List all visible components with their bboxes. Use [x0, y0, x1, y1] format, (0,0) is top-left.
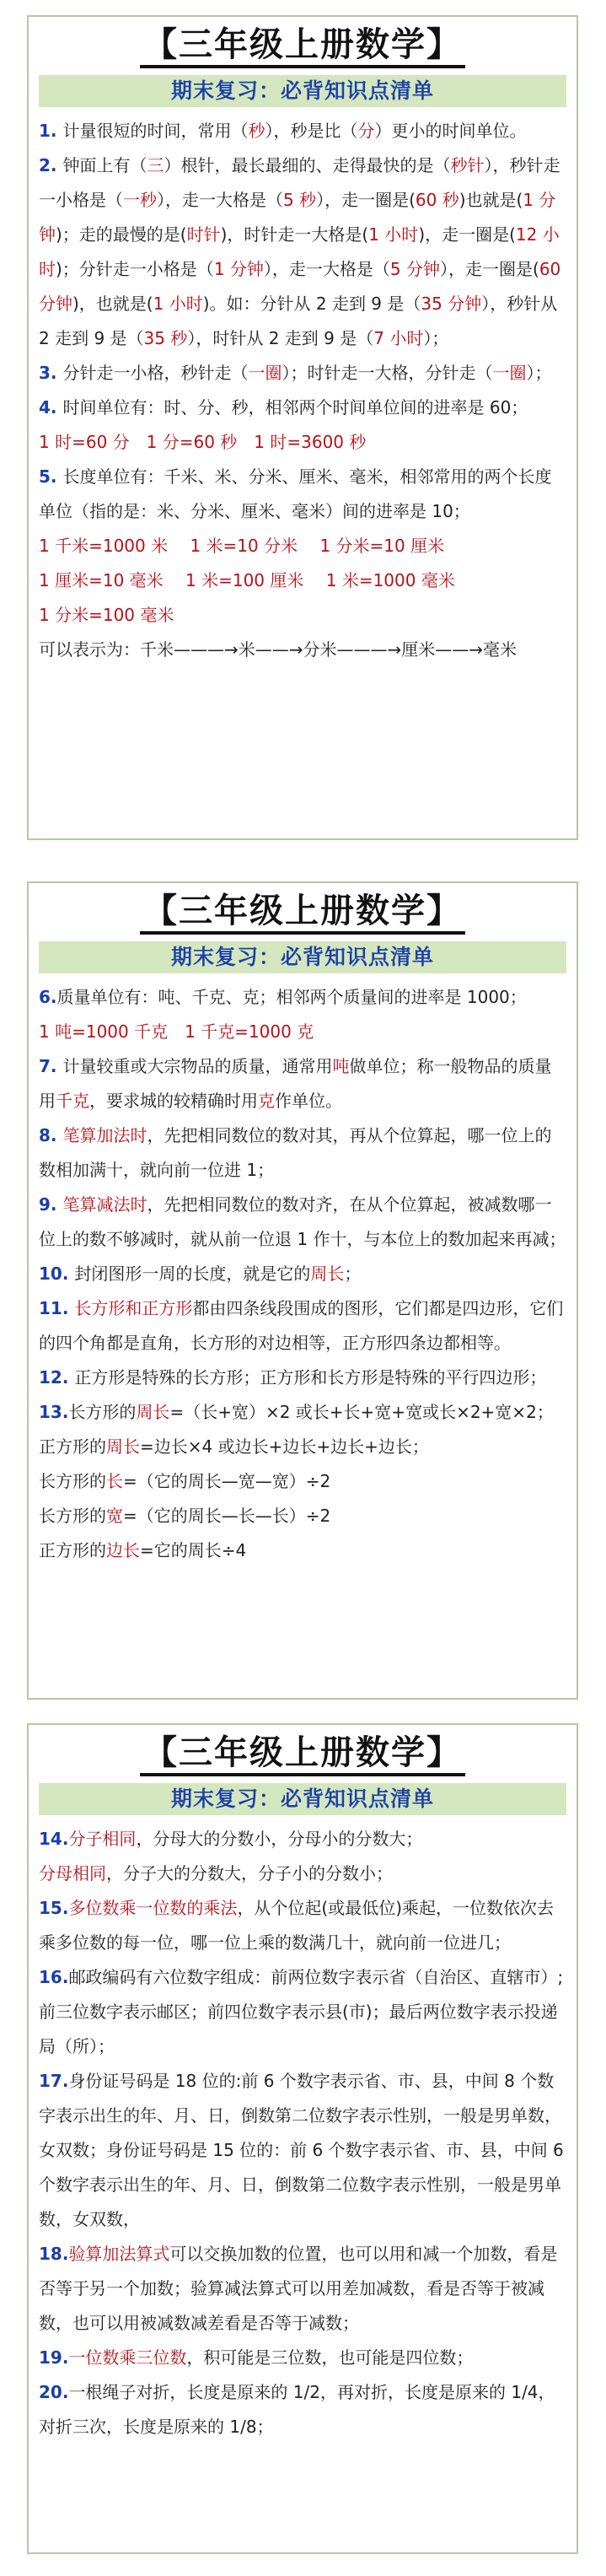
body-text: )，走一圈是(	[418, 224, 516, 245]
body-text: )，时针走一大格是(	[220, 224, 369, 245]
knowledge-paragraph	[39, 1533, 566, 1568]
item-number: 18.	[39, 2244, 69, 2264]
highlight-text: 宽	[106, 1506, 123, 1526]
knowledge-paragraph	[39, 1822, 566, 1857]
knowledge-paragraph	[39, 1960, 566, 2064]
body-text: )；走的最慢的是(	[56, 224, 187, 245]
item-number: 17.	[39, 2071, 69, 2091]
highlight-text: 60 秒	[415, 190, 459, 210]
knowledge-paragraph	[39, 980, 566, 1015]
knowledge-paragraph	[39, 2237, 566, 2341]
card-content	[29, 110, 577, 676]
card-title	[29, 888, 577, 935]
item-number: 3.	[39, 363, 63, 383]
highlight-text: 1 小时	[153, 294, 203, 314]
card-title	[29, 22, 577, 68]
body-text: =（长+宽）×2 或长+长+宽+宽或长×2+宽×2；	[169, 1402, 554, 1422]
item-number: 7.	[39, 1056, 63, 1076]
card-subtitle: 期末复习：必背知识点清单	[39, 941, 566, 973]
knowledge-paragraph	[39, 391, 566, 425]
body-text: 都由四条线段围成的图形，它们都是四边形，它们的四个角都是直角，长方形的对边相等，正方形四条边都相等。	[39, 1298, 564, 1353]
body-text: ，先把相同数位的数对其，再从个位算起，哪一位上的数相加满十，就向前一位进 1；	[39, 1125, 552, 1180]
body-text: )也就是(	[459, 190, 523, 210]
item-number: 9.	[39, 1194, 63, 1215]
body-text: ）；	[423, 328, 449, 348]
card-title-text: 【三年级上册数学】	[140, 24, 465, 68]
highlight-text: 克	[258, 1091, 275, 1111]
body-text: 质量单位有：吨、千克、克；相邻两个质量间的进率是 1000；	[56, 987, 527, 1007]
highlight-text: 分母相同	[39, 1863, 106, 1883]
knowledge-paragraph	[39, 1118, 566, 1188]
knowledge-card-2	[27, 881, 578, 1700]
body-text: ），秒针走一小格是（	[39, 155, 560, 210]
item-number: 13.	[39, 1402, 69, 1422]
body-text: ），走一大格是（	[157, 190, 283, 210]
body-text: 正方形的	[39, 1436, 106, 1457]
knowledge-paragraph	[39, 460, 566, 529]
highlight-text: 35 秒	[143, 328, 188, 348]
item-number: 11.	[39, 1298, 75, 1318]
highlight-text: 笔算减法时	[62, 1194, 147, 1215]
body-text: ，从个位起(或最低位)乘起，一位数依次去乘多位数的每一位，哪一位上乘的数满几十，就向前一位进几；	[39, 1898, 555, 1953]
card-content	[29, 1819, 577, 2453]
body-text: ），秒是比（	[265, 121, 358, 141]
body-text: )。如：分针从 2 走到 9 是（	[202, 294, 421, 314]
body-text: 钟面上有（	[62, 155, 147, 175]
item-number: 20.	[39, 2382, 69, 2402]
highlight-text: 一位数乘三位数	[68, 2347, 187, 2368]
body-text: 长方形的	[39, 1506, 106, 1526]
item-number: 15.	[39, 1898, 69, 1918]
highlight-text: 笔算加法时	[62, 1125, 147, 1145]
body-text: 可以表示为：千米———→米——→分米———→厘米——→毫米	[39, 639, 518, 660]
card-title-text: 【三年级上册数学】	[140, 1733, 465, 1776]
highlight-text: 秒	[248, 121, 265, 141]
highlight-text: 一圈	[248, 363, 282, 383]
body-text: 长方形的	[39, 1471, 106, 1491]
knowledge-paragraph	[39, 598, 566, 633]
knowledge-paragraph	[39, 1499, 566, 1533]
knowledge-card-3	[27, 1723, 578, 2554]
item-number: 19.	[39, 2347, 69, 2368]
body-text: 正方形的	[39, 1540, 106, 1560]
knowledge-paragraph	[39, 1430, 566, 1464]
body-text: 计量很短的时间，常用（	[62, 121, 249, 141]
body-text: ）；时针走一大格，分针走（	[282, 363, 493, 383]
highlight-text: 一圈	[492, 363, 527, 383]
knowledge-paragraph	[39, 529, 566, 563]
item-number: 14.	[39, 1829, 69, 1849]
body-text: =它的周长÷4	[140, 1540, 247, 1560]
highlight-text: 5 分钟	[389, 259, 440, 279]
card-subtitle: 期末复习：必背知识点清单	[39, 75, 566, 107]
body-text: )；分针走一小格是（	[56, 259, 214, 279]
body-text: 正方形是特殊的长方形；正方形和长方形是特殊的平行四边形；	[74, 1367, 547, 1388]
card-title-text: 【三年级上册数学】	[140, 891, 465, 935]
highlight-text: 60 分钟	[39, 259, 561, 314]
knowledge-paragraph	[39, 1015, 566, 1049]
knowledge-paragraph	[39, 2064, 566, 2237]
highlight-text: 边长	[106, 1540, 140, 1560]
body-text: ，先把相同数位的数对齐，在从个位算起，被减数哪一位上的数不够减时，就从前一位退 1 作十，与本位上的数加起来再减；	[39, 1194, 566, 1249]
highlight-text: 12 小时	[39, 224, 560, 279]
body-text: 一根绳子对折，长度是原来的 1/2，再对折，长度是原来的 1/4，对折三次，长度是原来的 1/8；	[39, 2382, 555, 2437]
body-text: )，也就是(	[72, 294, 153, 314]
highlight-text: 时针	[186, 224, 221, 245]
item-number: 6.	[39, 987, 57, 1007]
highlight-text: 1 分米=100 毫米	[39, 605, 174, 625]
body-text: 长方形的	[68, 1402, 137, 1422]
knowledge-paragraph	[39, 1891, 566, 1960]
body-text: 时间单位有：时、分、秒，相邻两个时间单位间的进率是 60；	[62, 397, 528, 418]
body-text: =边长×4 或边长+边长+边长+边长；	[140, 1436, 429, 1457]
highlight-text: 分	[357, 121, 375, 141]
item-number: 5.	[39, 466, 63, 487]
knowledge-paragraph	[39, 2341, 566, 2375]
item-number: 1.	[39, 121, 63, 141]
highlight-text: 1 千米=1000 米 1 米=10 分米 1 分米=10 厘米	[39, 536, 445, 556]
body-text: =（它的周长—宽—宽）÷2	[123, 1471, 331, 1491]
highlight-text: 多位数乘一位数的乘法	[68, 1898, 238, 1918]
item-number: 2.	[39, 155, 63, 175]
knowledge-paragraph	[39, 148, 566, 356]
knowledge-card-1	[27, 15, 578, 840]
body-text: 封闭图形一周的长度，就是它的	[74, 1264, 311, 1284]
knowledge-paragraph	[39, 563, 566, 598]
knowledge-paragraph	[39, 1257, 566, 1291]
highlight-text: 周长	[136, 1402, 170, 1422]
body-text: ；	[344, 1264, 362, 1284]
highlight-text: 1 小时	[368, 224, 419, 245]
knowledge-paragraph	[39, 356, 566, 391]
body-text: ），走一圈是(	[440, 259, 539, 279]
knowledge-paragraph	[39, 1857, 566, 1891]
body-text: ，要求城的较精确时用	[89, 1091, 258, 1111]
highlight-text: 分子相同	[68, 1829, 137, 1849]
body-text: 作单位。	[275, 1091, 342, 1111]
body-text: ），秒针从 2 走到 9 是（	[39, 294, 558, 348]
knowledge-paragraph	[39, 633, 566, 667]
card-title	[29, 1730, 577, 1776]
body-text: ）；	[526, 363, 552, 383]
knowledge-paragraph	[39, 1188, 566, 1257]
knowledge-paragraph	[39, 2375, 566, 2444]
body-text: ）根针，最长最细的、走得最快的是（	[164, 155, 451, 175]
body-text: 长度单位有：千米、米、分米、厘米、毫米，相邻常用的两个长度单位（指的是：米、分米、厘米、毫米）间的进率是 10；	[39, 466, 552, 521]
body-text: 邮政编码有六位数字组成：前两位数字表示省（自治区、直辖市）;前三位数字表示邮区；前四位数字表示县(市)；最后两位数字表示投递局（所）；	[39, 1967, 564, 2056]
card-subtitle: 期末复习：必背知识点清单	[39, 1783, 566, 1815]
knowledge-paragraph	[39, 425, 566, 460]
knowledge-paragraph	[39, 1291, 566, 1361]
highlight-text: 1 时=60 分 1 分=60 秒 1 时=3600 秒	[39, 432, 367, 452]
knowledge-paragraph	[39, 1049, 566, 1118]
body-text: ），走一大格是（	[263, 259, 390, 279]
item-number: 8.	[39, 1125, 63, 1145]
body-text: ），走一圈是(	[316, 190, 416, 210]
body-text: 做单位；称一般物品的质量用	[39, 1056, 552, 1111]
card-content	[29, 977, 577, 1576]
knowledge-paragraph	[39, 1361, 566, 1395]
item-number: 4.	[39, 397, 63, 418]
body-text: ，分子大的分数大，分子小的分数小；	[106, 1863, 393, 1883]
body-text: 身份证号码是 18 位的:前 6 个数字表示省、市、县，中间 8 个数字表示出生的年、月、日，倒数第二位数字表示性别，一般是男单数，女双数；身份证号码是 15 位的：前 6 个数字表示省、市、县，中间 6 个数字表示出生的年、月、日，倒数第二位数字表示性别，一般是男单数，女双数，	[39, 2071, 564, 2229]
highlight-text: 周长	[310, 1264, 345, 1284]
item-number: 16.	[39, 1967, 69, 1987]
highlight-text: 一秒	[123, 190, 157, 210]
highlight-text: 千克	[56, 1091, 89, 1111]
highlight-text: 1 分钟	[213, 259, 264, 279]
item-number: 10.	[39, 1264, 75, 1284]
highlight-text: 5 秒	[283, 190, 317, 210]
body-text: ）更小的时间单位。	[374, 121, 527, 141]
highlight-text: 验算加法算式	[68, 2244, 170, 2264]
highlight-text: 7 小时	[373, 328, 424, 348]
body-text: ，分母大的分数小，分母小的分数大；	[136, 1829, 423, 1849]
highlight-text: 吨	[332, 1056, 350, 1076]
body-text: =（它的周长—长—长）÷2	[123, 1506, 331, 1526]
highlight-text: 三	[147, 155, 164, 175]
highlight-text: 1 厘米=10 毫米 1 米=100 厘米 1 米=1000 毫米	[39, 570, 455, 590]
highlight-text: 1 分钟	[39, 190, 556, 245]
body-text: ，积可能是三位数，也可能是四位数；	[186, 2347, 474, 2368]
highlight-text: 秒针	[450, 155, 485, 175]
highlight-text: 35 分钟	[421, 294, 482, 314]
highlight-text: 周长	[106, 1436, 140, 1457]
highlight-text: 长方形和正方形	[74, 1298, 193, 1318]
highlight-text: 1 吨=1000 千克 1 千克=1000 克	[39, 1021, 314, 1042]
body-text: ），时针从 2 走到 9 是（	[187, 328, 374, 348]
knowledge-paragraph	[39, 1464, 566, 1499]
body-text: 计量较重或大宗物品的质量，通常用	[62, 1056, 333, 1076]
body-text: 分针走一小格，秒针走（	[62, 363, 249, 383]
item-number: 12.	[39, 1367, 75, 1388]
knowledge-paragraph	[39, 114, 566, 148]
body-text: 可以交换加数的位置，也可以用和减一个加数，看是否等于另一个加数；验算减法算式可以用差加减数，看是否等于被减数，也可以用被减数减差看是否等于减数；	[39, 2244, 558, 2333]
knowledge-paragraph	[39, 1395, 566, 1430]
highlight-text: 长	[106, 1471, 123, 1491]
